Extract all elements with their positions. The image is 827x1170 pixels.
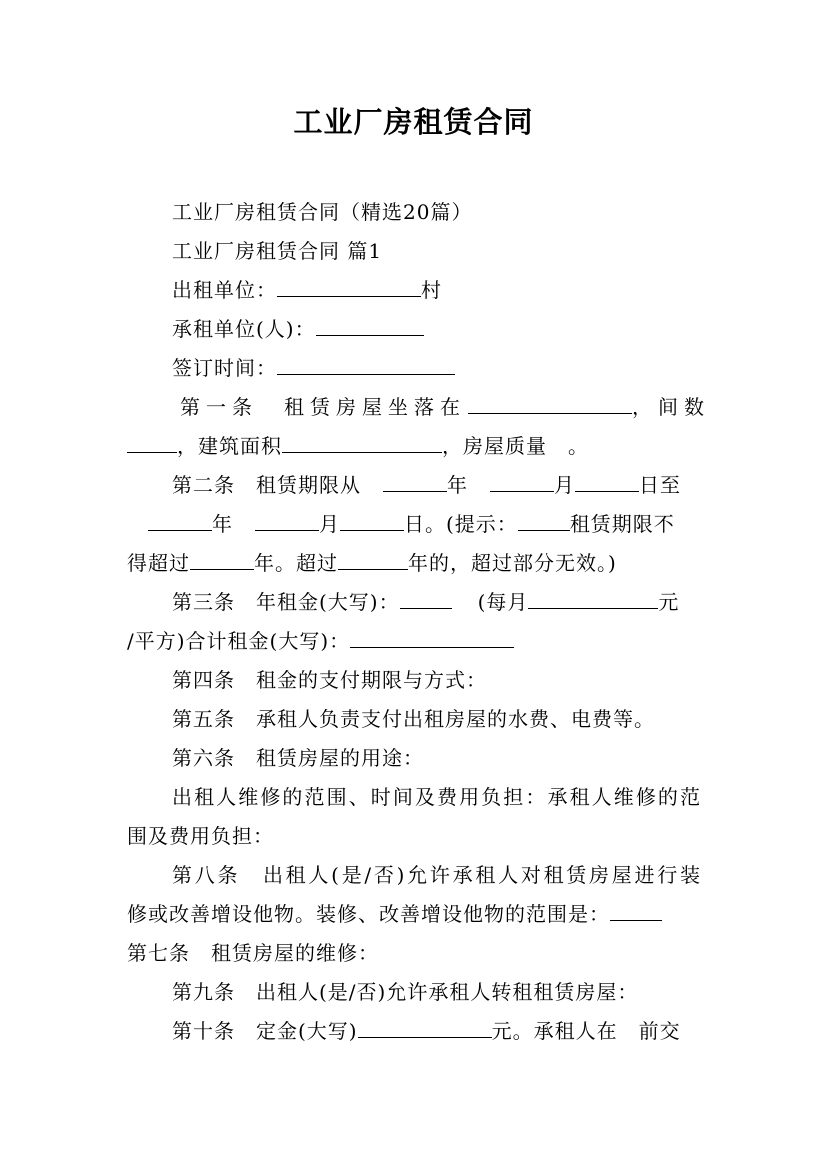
- article-2-line-1: [172, 466, 681, 504]
- exceed-label: 年。超过: [254, 551, 338, 575]
- article-1-line-2: [127, 427, 589, 465]
- repair-text-1: 出租人维修的范围、时间及费用负担：承租人维修的范: [172, 785, 701, 809]
- total-rent-blank[interactable]: [350, 625, 514, 648]
- article-1-text-c: ，建筑面积: [177, 434, 282, 458]
- annual-rent-label: 第三条 年租金(大写)：: [172, 590, 400, 614]
- deposit-text: 元。承租人在 前交: [491, 1019, 681, 1043]
- article-6: [172, 739, 424, 777]
- total-rent-label: /平方)合计租金(大写)：: [127, 629, 351, 653]
- hint-blank[interactable]: [518, 508, 570, 531]
- rooms-blank[interactable]: [127, 430, 177, 453]
- article-2-day-to: 日至: [639, 473, 681, 497]
- lessor-label: 出租单位：: [172, 278, 277, 302]
- lessee-label: 承租单位(人)：: [172, 317, 316, 341]
- exceed-text: 年的，超过部分无效。): [408, 551, 617, 575]
- max-years-label: 得超过: [127, 551, 190, 575]
- lessee-blank[interactable]: [316, 313, 424, 336]
- section-heading-text: 工业厂房租赁合同 篇1: [172, 239, 383, 263]
- renovation-scope-blank[interactable]: [610, 898, 662, 921]
- lessor-blank[interactable]: [277, 274, 421, 297]
- sign-date-label: 签订时间：: [172, 356, 277, 380]
- article-9: [172, 973, 638, 1011]
- article-10: [172, 1012, 681, 1050]
- hint-text: 租赁期限不: [569, 512, 675, 536]
- article-2-line-2: [148, 505, 675, 543]
- article-1-text-d: ，房屋质量 。: [442, 434, 589, 458]
- article-2-month: 月: [554, 473, 575, 497]
- max-years-blank[interactable]: [190, 547, 254, 570]
- article-3-line-2: [127, 622, 514, 660]
- deposit-label: 第十条 定金(大写): [172, 1019, 358, 1043]
- end-day-blank[interactable]: [340, 508, 404, 531]
- deposit-blank[interactable]: [358, 1015, 492, 1038]
- article-2-text-a: 第二条 租赁期限从: [172, 473, 361, 497]
- article-9-text: 第九条 出租人(是/否)允许承租人转租租赁房屋：: [172, 980, 639, 1004]
- end-year-blank[interactable]: [148, 508, 212, 531]
- annual-rent-blank[interactable]: [400, 586, 452, 609]
- yuan-label: 元: [658, 590, 680, 614]
- lessor-line: [172, 271, 442, 309]
- article-5-text: 第五条 承租人负责支付出租房屋的水费、电费等。: [172, 707, 655, 731]
- article-3-line-1: [172, 583, 679, 621]
- article-8-text-1: 第八条 出租人(是/否)允许承租人对租赁房屋进行装: [172, 863, 701, 887]
- start-day-blank[interactable]: [575, 469, 639, 492]
- article-4-text: 第四条 租金的支付期限与方式：: [172, 668, 487, 692]
- article-8-text-2: 修或改善增设他物。装修、改善增设他物的范围是：: [127, 902, 610, 926]
- article-2-year: 年: [447, 473, 468, 497]
- article-6-text: 第六条 租赁房屋的用途：: [172, 746, 424, 770]
- lessee-line: [172, 310, 424, 348]
- article-7-text: 第七条 租赁房屋的维修：: [127, 941, 379, 965]
- area-blank[interactable]: [282, 430, 442, 453]
- start-year-blank[interactable]: [383, 469, 447, 492]
- end-year-label: 年: [212, 512, 233, 536]
- sign-date-line: [172, 349, 455, 387]
- article-1-text-a: 第一条 租赁房屋坐落在: [180, 395, 466, 419]
- subtitle-line: [172, 193, 472, 231]
- exceed-years-blank[interactable]: [338, 547, 408, 570]
- lessor-suffix: 村: [421, 278, 442, 302]
- article-2-line-3: [127, 544, 617, 582]
- article-4: [172, 661, 487, 699]
- subtitle-text: 工业厂房租赁合同（精选20篇）: [172, 200, 473, 224]
- end-month-label: 月: [319, 512, 340, 536]
- article-8-line-1: [172, 856, 701, 894]
- article-5: [172, 700, 655, 738]
- section-heading: [172, 232, 382, 270]
- article-1-text-b: ，间数: [632, 395, 710, 419]
- location-blank[interactable]: [468, 391, 632, 414]
- sign-date-blank[interactable]: [277, 352, 455, 375]
- end-month-blank[interactable]: [255, 508, 319, 531]
- article-8-line-2: [127, 895, 662, 933]
- article-7: [127, 934, 379, 972]
- document-title: 工业厂房租赁合同: [293, 105, 534, 139]
- end-day-label: 日。(提示：: [404, 512, 518, 536]
- repair-line-1: [172, 778, 701, 816]
- monthly-rent-blank[interactable]: [528, 586, 658, 609]
- repair-text-2: 围及费用负担：: [127, 824, 274, 848]
- article-1-line-1: [180, 388, 710, 426]
- start-month-blank[interactable]: [490, 469, 554, 492]
- repair-line-2: [127, 817, 274, 855]
- monthly-label: (每月: [477, 590, 529, 614]
